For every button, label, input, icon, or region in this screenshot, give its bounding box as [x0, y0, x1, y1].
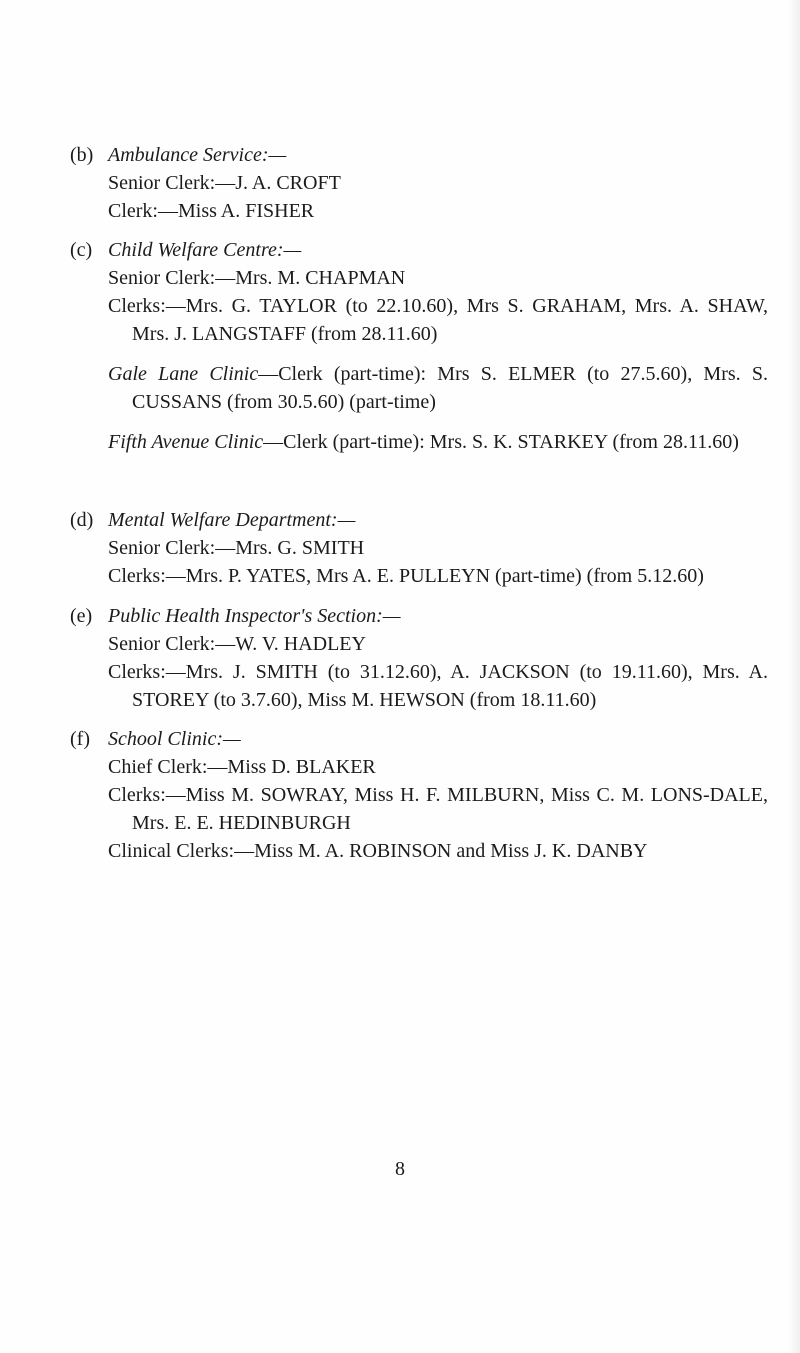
section-letter: (c) — [70, 239, 93, 261]
clinic-staff: —Clerk (part-time): Mrs S. ELMER (to 27.5.60), Mrs. S. CUSSANS (from 30.5.60) (part-time) — [132, 363, 768, 413]
staff-paragraph: Clerks:—Mrs. G. TAYLOR (to 22.10.60), Mrs S. GRAHAM, Mrs. A. SHAW, Mrs. J. LANGSTAFF (from 28.11.60) — [108, 295, 768, 345]
clinic-staff: —Clerk (part-time): Mrs. S. K. STARKEY (from 28.11.60) — [263, 431, 739, 453]
section-letter: (e) — [70, 605, 93, 627]
page-edge-shadow — [788, 0, 800, 1353]
clinic-name: Gale Lane Clinic — [108, 363, 259, 385]
staff-paragraph: Clerks:—Mrs. J. SMITH (to 31.12.60), A. JACKSON (to 19.11.60), Mrs. A. STOREY (to 3.7.60), Miss M. HEWSON (from 18.11.60) — [108, 661, 768, 711]
section-letter: (f) — [70, 728, 90, 750]
staff-line: Clerks:—Mrs. P. YATES, Mrs A. E. PULLEYN (part-time) (from 5.12.60) — [108, 565, 704, 587]
section-heading: Public Health Inspector's Section:— — [108, 605, 401, 627]
section-letter: (b) — [70, 144, 94, 166]
clinic-name: Fifth Avenue Clinic — [108, 431, 264, 453]
section-letter: (d) — [70, 509, 94, 531]
staff-line: Clinical Clerks:—Miss M. A. ROBINSON and Miss J. K. DANBY — [108, 840, 648, 862]
section-heading: Mental Welfare Department:— — [108, 509, 356, 531]
section-heading: Ambulance Service:— — [108, 144, 287, 166]
clinic-paragraph — [108, 428, 768, 456]
page-number: 8 — [395, 1158, 405, 1180]
staff-paragraph: Clerks:—Miss M. SOWRAY, Miss H. F. MILBURN, Miss C. M. LONS-DALE, Mrs. E. E. HEDINBURGH — [108, 784, 768, 834]
section-heading: School Clinic:— — [108, 728, 241, 750]
staff-line: Clerk:—Miss A. FISHER — [108, 200, 315, 222]
staff-line: Senior Clerk:—Mrs. G. SMITH — [108, 537, 365, 559]
clinic-paragraph — [108, 360, 768, 416]
staff-line: Senior Clerk:—W. V. HADLEY — [108, 633, 366, 655]
staff-line: Senior Clerk:—J. A. CROFT — [108, 172, 341, 194]
section-heading: Child Welfare Centre:— — [108, 239, 302, 261]
staff-line: Chief Clerk:—Miss D. BLAKER — [108, 756, 376, 778]
staff-line: Senior Clerk:—Mrs. M. CHAPMAN — [108, 267, 406, 289]
